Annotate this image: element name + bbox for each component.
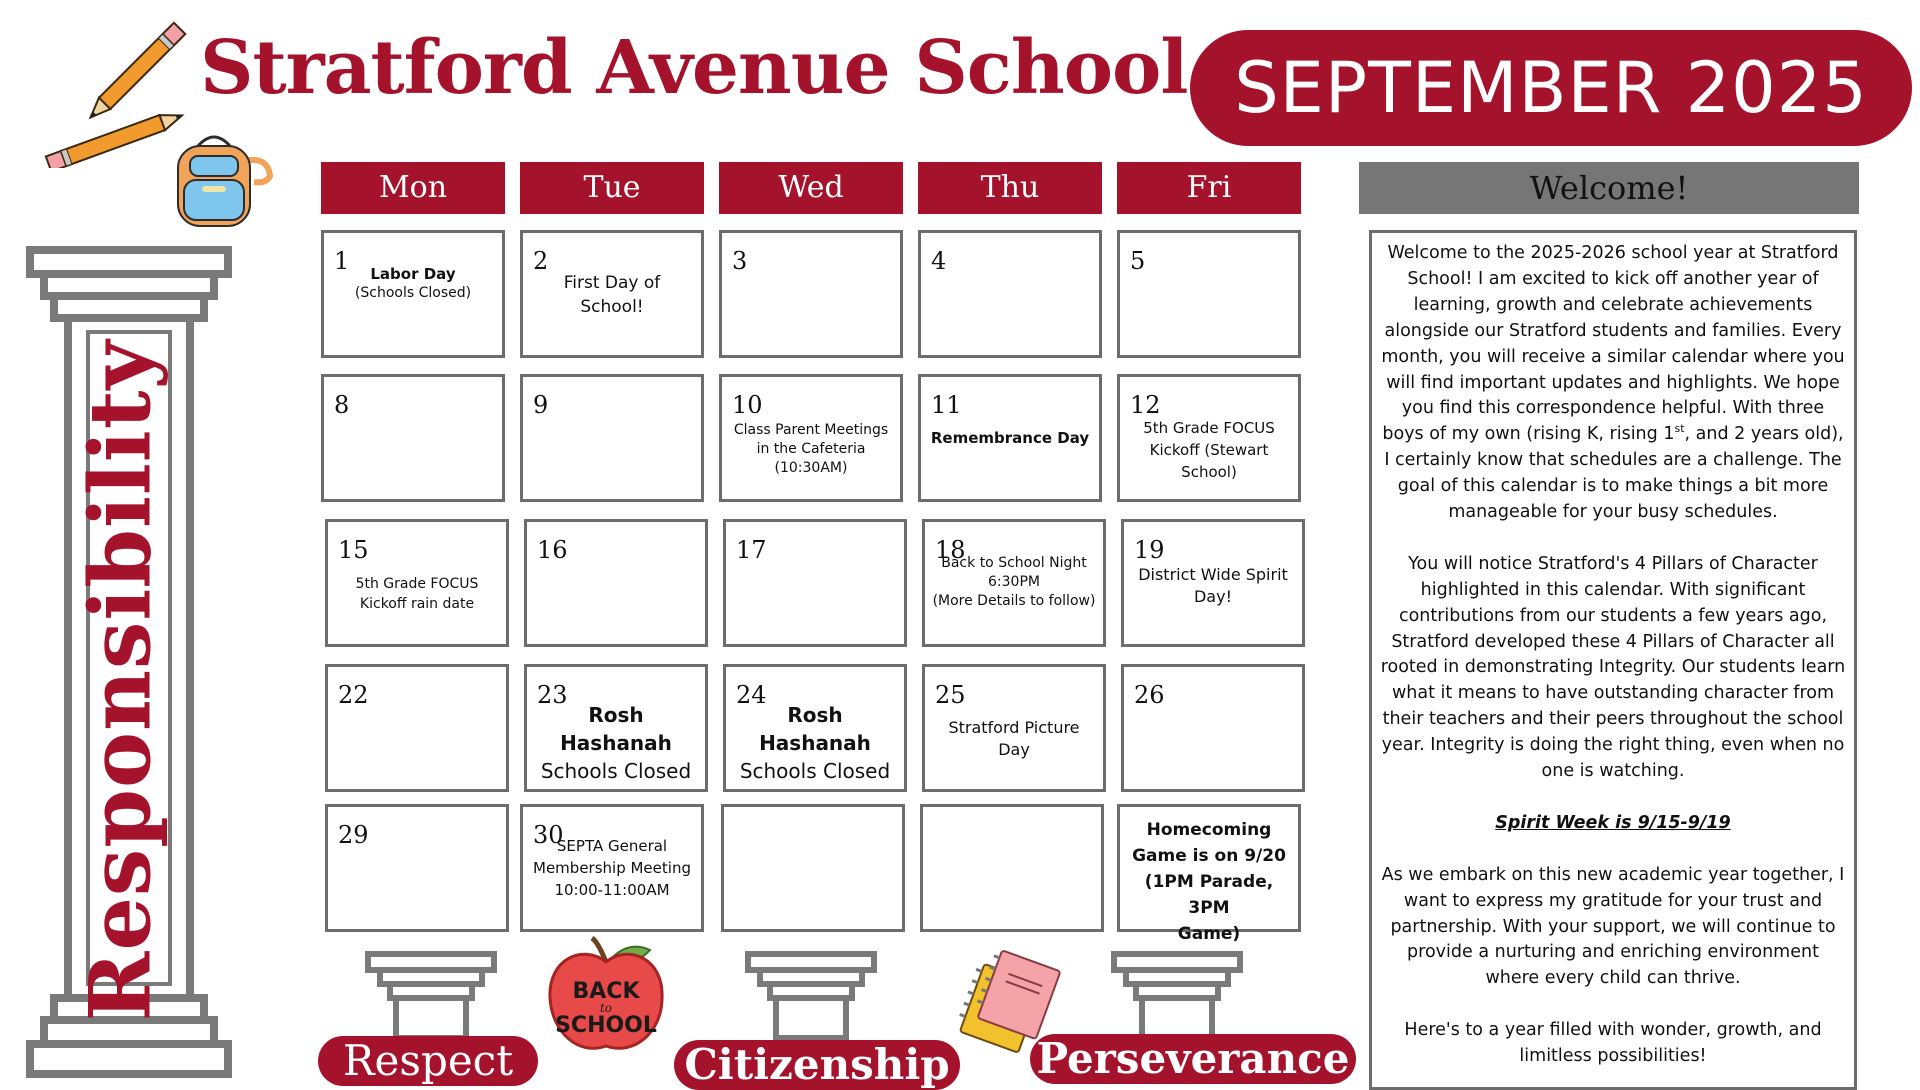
calendar-cell (325, 804, 509, 932)
welcome-paragraph-1 (1380, 241, 1846, 526)
month-year-banner: SEPTEMBER 2025 (1190, 30, 1912, 146)
event-line: 5th Grade FOCUS (1143, 419, 1275, 437)
event-line: School! (580, 297, 644, 317)
calendar-cell (524, 664, 708, 792)
day-number: 29 (338, 821, 369, 849)
event-line: Schools Closed (739, 759, 891, 783)
event-line: Schools Closed (540, 759, 692, 783)
back-to-school-apple-icon (544, 936, 670, 1056)
text-run: Welcome to the 2025-2026 school year at Stratford School! I am excited to kick off another year of learning, growth and celebrate achievements alongside our Stratford students and families. Every month, you will receive a similar calendar where you will find important updates and highlights. We hope you find this correspondence helpful. With three boys of my own (rising K, rising 1 (1381, 243, 1845, 445)
event-line: 5th Grade FOCUS (355, 576, 479, 592)
day-number: 18 (935, 536, 966, 564)
calendar-cell (922, 519, 1106, 647)
calendar-cell (721, 804, 905, 932)
responsibility-pillar-label: Responsibility (70, 339, 170, 1021)
day-number: 1 (334, 247, 350, 275)
day-number: 24 (736, 681, 767, 709)
day-number: 4 (931, 247, 947, 275)
cell-event (931, 554, 1097, 611)
event-line: 6:30PM (988, 574, 1040, 590)
event-line: Homecoming (1146, 820, 1272, 840)
backpack-icon (168, 124, 276, 232)
event-line: Class Parent Meetings (733, 422, 889, 438)
cell-event (533, 701, 699, 785)
perseverance-column-icon (1110, 950, 1244, 1040)
day-number: 5 (1130, 247, 1146, 275)
day-number: 30 (533, 821, 564, 849)
calendar-cell (321, 374, 505, 502)
calendar-cell (524, 519, 708, 647)
calendar-cell (325, 519, 509, 647)
school-title: Stratford Avenue School (200, 25, 1188, 111)
cell-event (1126, 817, 1292, 947)
notebooks-icon (956, 950, 1064, 1054)
perseverance-pillar-label: Perseverance (1030, 1034, 1356, 1084)
event-line: in the Cafeteria (756, 441, 866, 457)
event-line: 10:00-11:00AM (554, 881, 670, 899)
cell-event (931, 717, 1097, 761)
superscript: st (1674, 422, 1685, 436)
cell-event (927, 429, 1093, 448)
calendar-cell (719, 230, 903, 358)
calendar-cell (1117, 804, 1301, 944)
day-number: 22 (338, 681, 369, 709)
event-line: (More Details to follow) (932, 593, 1096, 609)
day-header-fri: Fri (1117, 162, 1301, 214)
welcome-paragraph-3: As we embark on this new academic year together, I want to express my gratitude for your trust and partnership. With your support, we will continue to provide a nurturing and enriching environment where every child can thrive. (1381, 864, 1845, 989)
event-line: Day! (1193, 587, 1232, 606)
day-number: 26 (1134, 681, 1165, 709)
event-line: School) (1181, 463, 1237, 481)
calendar-cell (1117, 230, 1301, 358)
day-number: 12 (1130, 391, 1161, 419)
day-number: 11 (931, 391, 962, 419)
calendar-cell (723, 519, 907, 647)
calendar-cell (520, 374, 704, 502)
calendar-cell (922, 664, 1106, 792)
event-line: First Day of (563, 273, 661, 293)
calendar-cell (1121, 664, 1305, 792)
calendar-cell (321, 230, 505, 358)
citizenship-column-icon (744, 950, 878, 1040)
event-line: District Wide Spirit (1138, 565, 1288, 584)
calendar-cell (325, 664, 509, 792)
event-line: Rosh Hashanah (759, 703, 871, 755)
day-header-mon: Mon (321, 162, 505, 214)
welcome-header: Welcome! (1359, 162, 1859, 214)
cell-event (728, 421, 894, 478)
event-line: Game) (1177, 924, 1241, 944)
event-line: Membership Meeting (533, 859, 691, 877)
day-number: 9 (533, 391, 549, 419)
event-line: SEPTA General (556, 837, 668, 855)
apple-text: SCHOOL (555, 1013, 657, 1038)
respect-pillar-label: Respect (318, 1036, 538, 1086)
calendar-cell (920, 804, 1104, 932)
event-line: (1PM Parade, 3PM (1144, 872, 1274, 918)
event-line: (10:30AM) (774, 460, 848, 476)
welcome-paragraph-4: Here's to a year filled with wonder, growth, and limitless possibilities! (1404, 1020, 1822, 1067)
day-number: 16 (537, 536, 568, 564)
event-line: Kickoff (Stewart (1149, 441, 1269, 459)
day-number: 25 (935, 681, 966, 709)
day-number: 15 (338, 536, 369, 564)
day-header-tue: Tue (520, 162, 704, 214)
day-number: 10 (732, 391, 763, 419)
respect-column-icon (364, 950, 498, 1040)
calendar-cell (1121, 519, 1305, 647)
welcome-panel (1369, 230, 1857, 1090)
cell-event (334, 574, 500, 614)
calendar-cell (918, 230, 1102, 358)
event-line: (Schools Closed) (354, 285, 472, 301)
apple-text: to (599, 1001, 613, 1015)
cell-event (529, 271, 695, 319)
event-line: Labor Day (370, 265, 456, 283)
day-number: 2 (533, 247, 549, 275)
event-line: Kickoff rain date (359, 596, 475, 612)
calendar-cell (520, 230, 704, 358)
event-line: Stratford Picture Day (948, 718, 1080, 759)
calendar-cell (918, 374, 1102, 502)
cell-event (732, 701, 898, 785)
event-line: Remembrance Day (930, 429, 1090, 447)
day-number: 23 (537, 681, 568, 709)
event-line: Back to School Night (941, 555, 1087, 571)
apple-text: BACK (572, 979, 640, 1004)
cell-event (1126, 417, 1292, 483)
day-number: 17 (736, 536, 767, 564)
event-line: Rosh Hashanah (560, 703, 672, 755)
day-header-wed: Wed (719, 162, 903, 214)
cell-event (330, 265, 496, 303)
citizenship-pillar-label: Citizenship (674, 1040, 960, 1090)
calendar-cell (723, 664, 907, 792)
day-number: 3 (732, 247, 748, 275)
event-line: Game is on 9/20 (1132, 846, 1286, 866)
text-run: , and 2 years old), I certainly know that schedules are a challenge. The goal of this calendar is to make things a bit more manageable for your busy schedules. (1384, 424, 1844, 523)
welcome-text (1380, 241, 1846, 1070)
calendar-cell (520, 804, 704, 932)
cell-event (1130, 564, 1296, 608)
calendar-cell (1117, 374, 1301, 502)
cell-event (529, 835, 695, 901)
day-header-thu: Thu (918, 162, 1102, 214)
welcome-paragraph-2: You will notice Stratford's 4 Pillars of Character highlighted in this calendar. With significant contributions from our students a few years ago, Stratford developed these 4 Pillars of Character all rooted in demonstrating Integrity. Our students learn what it means to have outstanding character from their teachers and their peers throughout the school year. Integrity is doing the right thing, even when no one is watching. (1380, 553, 1846, 782)
calendar-cell (719, 374, 903, 502)
spirit-week-note: Spirit Week is 9/15-9/19 (1495, 812, 1731, 833)
day-number: 8 (334, 391, 350, 419)
day-number: 19 (1134, 536, 1165, 564)
